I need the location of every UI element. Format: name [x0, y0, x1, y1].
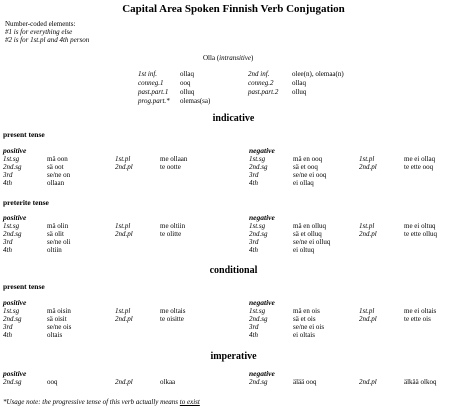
- verb-form: sä oisit: [47, 315, 67, 323]
- verb-form: älää ooq: [293, 378, 317, 386]
- verb-form: mä olin: [47, 222, 69, 230]
- person-label: 2nd.pl: [115, 230, 133, 238]
- section-conditional: conditional: [209, 265, 258, 276]
- verb-heading: Olla (intransitive): [203, 54, 254, 62]
- verb-form: mä oon: [47, 155, 68, 163]
- positive-label: positive: [3, 146, 27, 155]
- negative-label: negative: [249, 369, 275, 378]
- note-2: #2 is for 1st.pl and 4th person: [5, 36, 90, 44]
- verb-form: se/ne ei olluq: [293, 238, 331, 246]
- positive-label: positive: [3, 213, 27, 222]
- verb-form: te ette ois: [404, 315, 431, 323]
- verb-form: ollaan: [47, 179, 65, 187]
- person-label: 2nd.pl: [115, 163, 133, 171]
- verb-form: me oltais: [160, 307, 186, 315]
- verb-form: se/ne ei ois: [293, 323, 325, 331]
- form-value: olluq: [292, 88, 307, 96]
- verb-form: ei oltais: [293, 331, 315, 339]
- section-imperative: imperative: [210, 351, 257, 362]
- person-label: 4th: [249, 331, 258, 339]
- person-label: 2nd.pl: [359, 163, 377, 171]
- verb-form: me oltiin: [160, 222, 186, 230]
- page-title: Capital Area Spoken Finnish Verb Conjugation: [122, 3, 345, 15]
- person-label: 1st.pl: [115, 222, 131, 230]
- person-label: 3rd: [249, 171, 259, 179]
- verb-form: te olitte: [160, 230, 182, 238]
- verb-form: te ootte: [160, 163, 181, 171]
- verb-type: intransitive: [219, 54, 252, 62]
- verb-form: te ette ooq: [404, 163, 434, 171]
- person-label: 1st.sg: [249, 222, 266, 230]
- verb-form: me ei oltais: [404, 307, 437, 315]
- form-value: olluq: [180, 88, 195, 96]
- person-label: 1st.pl: [359, 222, 375, 230]
- person-label: 2nd.sg: [249, 378, 268, 386]
- person-label: 4th: [249, 246, 258, 254]
- person-label: 4th: [3, 331, 12, 339]
- verb-form: mä en ooq: [293, 155, 323, 163]
- form-label: conneg.2: [248, 79, 274, 87]
- negative-label: negative: [249, 146, 275, 155]
- person-label: 3rd: [249, 323, 259, 331]
- person-label: 2nd.sg: [3, 315, 22, 323]
- positive-label: positive: [3, 298, 27, 307]
- person-label: 1st.sg: [3, 307, 20, 315]
- verb-form: älkää olkoq: [404, 378, 437, 386]
- form-label: conneg.1: [138, 79, 164, 87]
- person-label: 2nd.sg: [249, 315, 268, 323]
- usage-footnote: [3, 398, 200, 406]
- verb-form: sä et olluq: [293, 230, 322, 238]
- form-label: past.part.1: [138, 88, 169, 96]
- form-value: ollaq: [292, 79, 306, 87]
- person-label: 2nd.pl: [359, 315, 377, 323]
- person-label: 1st.sg: [249, 307, 266, 315]
- subsection-present: present tense: [3, 130, 45, 139]
- person-label: 1st.sg: [3, 222, 20, 230]
- verb-form: oltiin: [47, 246, 62, 254]
- person-label: 2nd.sg: [249, 230, 268, 238]
- person-label: 3rd: [3, 238, 13, 246]
- verb-form: me ollaan: [160, 155, 188, 163]
- verb-form: te oisitte: [160, 315, 184, 323]
- positive-label: positive: [3, 369, 27, 378]
- person-label: 4th: [3, 179, 12, 187]
- person-label: 1st.pl: [359, 307, 375, 315]
- person-label: 2nd.sg: [249, 163, 268, 171]
- verb-form: me ei oltuq: [404, 222, 436, 230]
- verb-form: me ei ollaq: [404, 155, 436, 163]
- verb-form: ooq: [47, 378, 58, 386]
- person-label: 3rd: [3, 323, 13, 331]
- verb-form: se/ne oli: [47, 238, 71, 246]
- person-label: 1st.sg: [249, 155, 266, 163]
- verb-form: se/ne on: [47, 171, 71, 179]
- person-label: 1st.pl: [359, 155, 375, 163]
- person-label: 2nd.sg: [3, 163, 22, 171]
- person-label: 2nd.sg: [3, 230, 22, 238]
- verb-form: mä en olluq: [293, 222, 327, 230]
- verb-name: Olla: [203, 54, 216, 62]
- verb-form: ei ollaq: [293, 179, 314, 187]
- form-value: olee(n), olemaa(n): [292, 70, 344, 78]
- section-indicative: indicative: [212, 113, 255, 124]
- form-value: olemas(sa): [180, 97, 211, 105]
- person-label: 1st.pl: [115, 155, 131, 163]
- verb-form: oltais: [47, 331, 63, 339]
- form-label: prog.part.*: [138, 97, 170, 105]
- person-label: 2nd.sg: [3, 378, 22, 386]
- footnote-link[interactable]: to exist: [179, 398, 200, 406]
- verb-form: sä oot: [47, 163, 64, 171]
- person-label: 2nd.pl: [115, 378, 133, 386]
- person-label: 4th: [3, 246, 12, 254]
- verb-form: mä en ois: [293, 307, 320, 315]
- subsection-preterite: preterite tense: [3, 198, 49, 207]
- form-label: 2nd inf.: [248, 70, 270, 78]
- person-label: 3rd: [3, 171, 13, 179]
- verb-form: sä olit: [47, 230, 64, 238]
- form-label: 1st inf.: [138, 70, 158, 78]
- negative-label: negative: [249, 213, 275, 222]
- verb-form: sä et ooq: [293, 163, 318, 171]
- form-label: past.part.2: [248, 88, 279, 96]
- verb-form: ei oltuq: [293, 246, 315, 254]
- form-value: ooq: [180, 79, 191, 87]
- person-label: 2nd.pl: [359, 378, 377, 386]
- person-label: 3rd: [249, 238, 259, 246]
- negative-label: negative: [249, 298, 275, 307]
- verb-form: se/ne ois: [47, 323, 72, 331]
- person-label: 1st.pl: [115, 307, 131, 315]
- notes-heading: Number-coded elements:: [5, 20, 76, 28]
- person-label: 1st.sg: [3, 155, 20, 163]
- person-label: 4th: [249, 179, 258, 187]
- verb-form: sä et ois: [293, 315, 316, 323]
- subsection-present: present tense: [3, 282, 45, 291]
- verb-form: se/ne ei ooq: [293, 171, 327, 179]
- note-1: #1 is for everything else: [5, 28, 73, 36]
- person-label: 2nd.pl: [359, 230, 377, 238]
- verb-form: mä oisin: [47, 307, 71, 315]
- footnote-text: *Usage note: the progressive tense of this verb actually means: [3, 398, 180, 406]
- form-value: ollaq: [180, 70, 194, 78]
- verb-form: te ette olluq: [404, 230, 438, 238]
- person-label: 2nd.pl: [115, 315, 133, 323]
- verb-form: olkaa: [160, 378, 176, 386]
